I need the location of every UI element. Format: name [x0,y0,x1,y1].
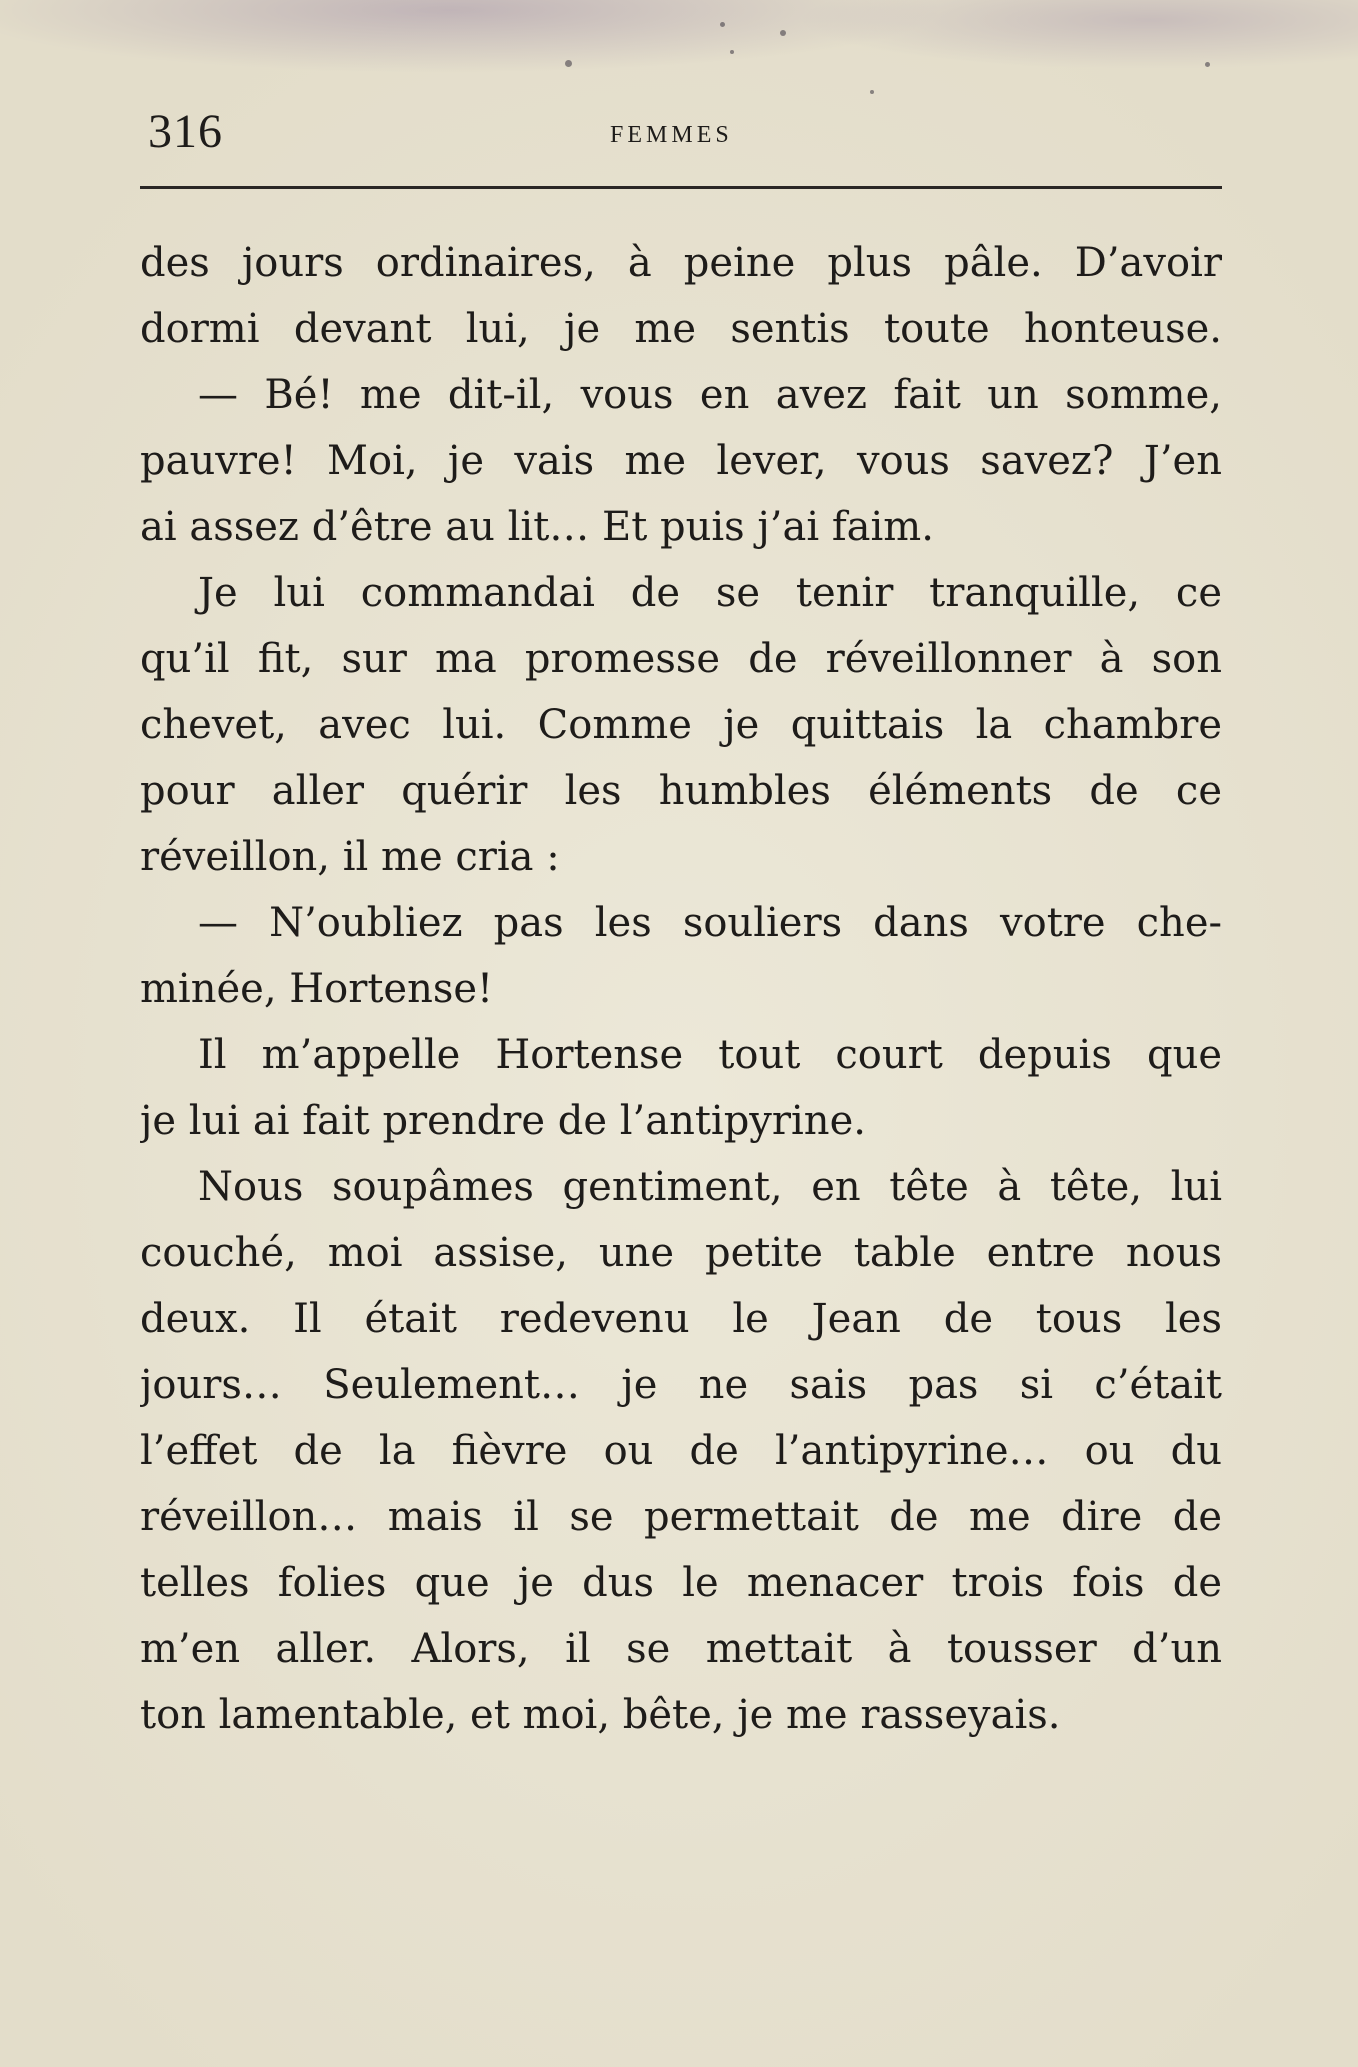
body-text [140,230,1222,1748]
text-line: jours… Seulement… je ne sais pas si c’était [140,1362,1222,1408]
text-line: telles folies que je dus le menacer trois fois de [140,1560,1222,1606]
text-line: je lui ai fait prendre de l’antipyrine. [140,1098,866,1144]
running-title: FEMMES [610,122,733,148]
text-line: l’effet de la fièvre ou de l’antipyrine… ou du [140,1428,1222,1474]
text-line: réveillon… mais il se permettait de me dire de [140,1494,1222,1540]
text-line: Il m’appelle Hortense tout court depuis que [198,1032,1222,1078]
text-line: minée, Hortense! [140,966,494,1012]
page-number: 316 [148,105,223,158]
text-line: — N’oubliez pas les souliers dans votre che- [198,900,1222,946]
ink-speck [720,22,725,27]
ink-speck [780,30,786,36]
text-line: ai assez d’être au lit… Et puis j’ai faim. [140,504,934,550]
text-line: m’en aller. Alors, il se mettait à tousser d’un [140,1626,1222,1672]
text-line: ton lamentable, et moi, bête, je me rasseyais. [140,1692,1061,1738]
text-line: des jours ordinaires, à peine plus pâle. D’avoir [140,240,1222,286]
ink-speck [870,90,874,94]
text-line: Je lui commandai de se tenir tranquille, ce [198,570,1222,616]
text-line: Nous soupâmes gentiment, en tête à tête, lui [198,1164,1222,1210]
header-rule [140,186,1222,189]
ink-speck [730,50,734,54]
text-line: — Bé! me dit-il, vous en avez fait un somme, [198,372,1222,418]
ink-speck [565,60,572,67]
text-line: deux. Il était redevenu le Jean de tous les [140,1296,1222,1342]
text-line: réveillon, il me cria : [140,834,560,880]
ink-speck [1205,62,1210,67]
text-line: pour aller quérir les humbles éléments de ce [140,768,1222,814]
text-line: pauvre! Moi, je vais me lever, vous savez? J’en [140,438,1222,484]
text-line: chevet, avec lui. Comme je quittais la chambre [140,702,1222,748]
text-line: qu’il fit, sur ma promesse de réveillonner à son [140,636,1222,682]
page-header [140,100,1220,160]
text-line: couché, moi assise, une petite table entre nous [140,1230,1222,1276]
text-line: dormi devant lui, je me sentis toute honteuse. [140,306,1222,352]
